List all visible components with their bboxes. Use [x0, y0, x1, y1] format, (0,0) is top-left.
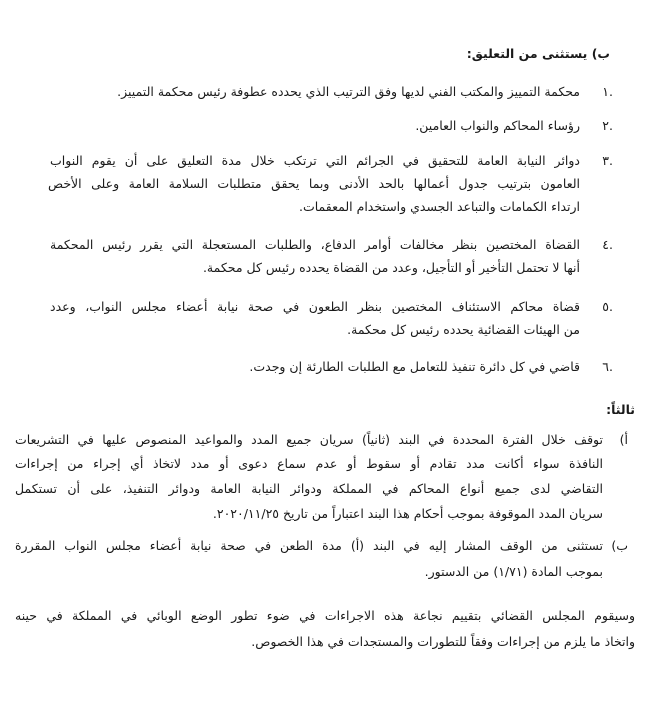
closing-paragraph-line: وسيقوم المجلس القضائي بتقييم نجاعة هذه الاجراءات في ضوء تطور الوضع الوبائي في المملكة في حينه	[15, 608, 635, 623]
section-3-heading: ثالثاً:	[606, 402, 635, 417]
section-b-heading: ب) يستثنى من التعليق:	[466, 46, 610, 61]
list-number: .٦	[602, 359, 613, 374]
list-item-text: النافذة سواء أكانت مدد تقادم أو سقوط أو عدم سماع دعوى أو مدد لاتخاذ أي إجراء من إجراءات	[15, 456, 603, 471]
list-item-text: توقف خلال الفترة المحددة في البند (ثانياً) سريان جميع المدد والمواعيد المنصوص عليها في التشريعات	[15, 432, 603, 447]
list-item-text: من الهيئات القضائية يحدده رئيس كل محكمة.	[347, 322, 580, 337]
list-item-text: ارتداء الكمامات والتباعد الجسدي واستخدام المعقمات.	[298, 199, 580, 214]
list-item-text: بموجب المادة (١/٧١) من الدستور.	[424, 564, 603, 579]
list-item-text: دوائر النيابة العامة للتحقيق في الجرائم التي ترتكب خلال مدة التعليق على أن يقوم النواب	[50, 153, 580, 168]
list-item-text: قضاة محاكم الاستئناف المختصين بنظر الطعون في صحة نيابة أعضاء مجلس النواب، وعدد	[50, 299, 580, 314]
list-item-text: العامون بترتيب جدول أعمالها بالحد الأدنى وبما يحقق متطلبات السلامة العامة وعلى الأخص	[48, 176, 580, 191]
list-item-text: محكمة التمييز والمكتب الفني لديها وفق الترتيب الذي يحدده عطوفة رئيس محكمة التمييز.	[117, 84, 580, 99]
list-item-text: التقاضي لدى جميع أنواع المحاكم في المملكة ودوائر النيابة العامة ودوائر التنفيذ، على أن تستكمل	[15, 481, 603, 496]
list-item-text: رؤساء المحاكم والنواب العامين.	[415, 118, 580, 133]
list-label: أ)	[619, 432, 628, 447]
list-number: .١	[602, 84, 613, 99]
list-item-text: أنها لا تحتمل التأخير أو التأجيل، وعدد من القضاة يحدده رئيس كل محكمة.	[202, 260, 580, 275]
list-item-text: قاضي في كل دائرة تنفيذ للتعامل مع الطلبات الطارئة إن وجدت.	[249, 359, 580, 374]
list-number: .٥	[602, 299, 613, 314]
list-item-text: تستثنى من الوقف المشار إليه في البند (أ) مدة الطعن في صحة نيابة أعضاء مجلس النواب المقررة	[15, 538, 603, 553]
list-number: .٣	[602, 153, 613, 168]
closing-paragraph-line: واتخاذ ما يلزم من إجراءات وفقاً للتطورات والمستجدات في هذا الخصوص.	[251, 634, 635, 649]
list-number: .٤	[602, 237, 613, 252]
list-item-text: سريان المدد الموقوفة بموجب أحكام هذا البند اعتباراً من تاريخ ٢٠٢٠/١١/٢٥.	[212, 506, 603, 521]
list-number: .٢	[602, 118, 613, 133]
list-item-text: القضاة المختصين بنظر مخالفات أوامر الدفاع، والطلبات المستعجلة التي يقرر رئيس المحكمة	[50, 237, 580, 252]
list-label: ب)	[611, 538, 628, 553]
